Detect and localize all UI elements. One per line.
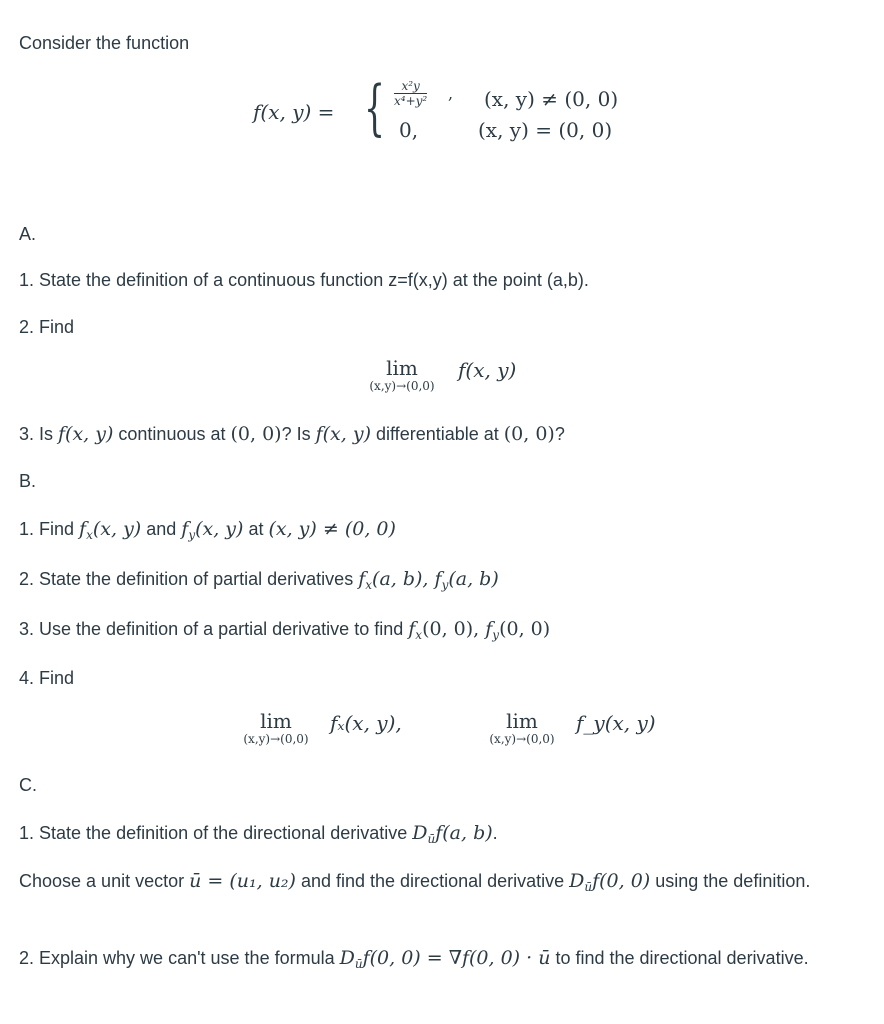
b-limit-1-expression: fₓ(x, y), — [330, 711, 402, 735]
case2-value: 0, — [399, 118, 419, 142]
section-a-label: A. — [19, 224, 37, 244]
left-brace: { — [364, 73, 386, 143]
b-question-1: 1. Find $f_x(x$, y) and $f_y(x$, y) at (x, y) ≠ (0, 0) — [19, 518, 396, 542]
case2-condition: (x, y) = (0, 0) — [478, 118, 613, 142]
b-limit-2: lim (x,y)→(0,0) — [489, 709, 555, 746]
fraction-numerator: x²y — [394, 79, 427, 94]
intro-text: Consider the function — [19, 33, 190, 53]
b-question-2: 2. State the definition of partial derivatives $f_x(a$, b), $f_y(a$, b) — [19, 568, 499, 592]
a-limit — [352, 356, 452, 393]
limit-word: lim — [386, 356, 418, 380]
section-b-label: B. — [19, 471, 37, 491]
a-question-2: 2. Find — [19, 317, 75, 337]
function-lhs: f(x, y) = — [253, 100, 335, 124]
case1-condition: (x, y) ≠ (0, 0) — [484, 87, 619, 111]
a-limit-expression: f(x, y) — [458, 358, 517, 382]
a-question-3: 3. Is f(x, y) continuous at (0, 0)? Is f(x, y) differentiable at (0, 0)? — [19, 423, 565, 445]
limit-subscript: (x,y)→(0,0) — [369, 379, 435, 393]
section-c-label: C. — [19, 775, 37, 795]
b-question-3: 3. Use the definition of a partial derivative to find $f_x(0$, 0), $f_y(0$, 0) — [19, 618, 551, 642]
b-limit-2-expression: f_y(x, y) — [576, 711, 656, 735]
fraction-denominator: x⁴+y² — [394, 94, 428, 108]
fraction — [394, 79, 427, 108]
b-limit-1: lim (x,y)→(0,0) — [243, 709, 309, 746]
a-question-1: 1. State the definition of a continuous function z=f(x,y) at the point (a,b). — [19, 270, 589, 290]
b-question-4: 4. Find — [19, 668, 75, 688]
c-question-2: 2. Explain why we can't use the formula $D_ūf(0$, 0) = ∇f(0, 0) · ū to find the directional derivative. — [19, 947, 809, 971]
c-choose-text: Choose a unit vector ū = (u₁, u₂) and find the directional derivative $D_ūf(0$, 0) using the definition. — [19, 870, 811, 894]
c-question-1: 1. State the definition of the directional derivative $D_ūf(a$, b). — [19, 822, 498, 846]
